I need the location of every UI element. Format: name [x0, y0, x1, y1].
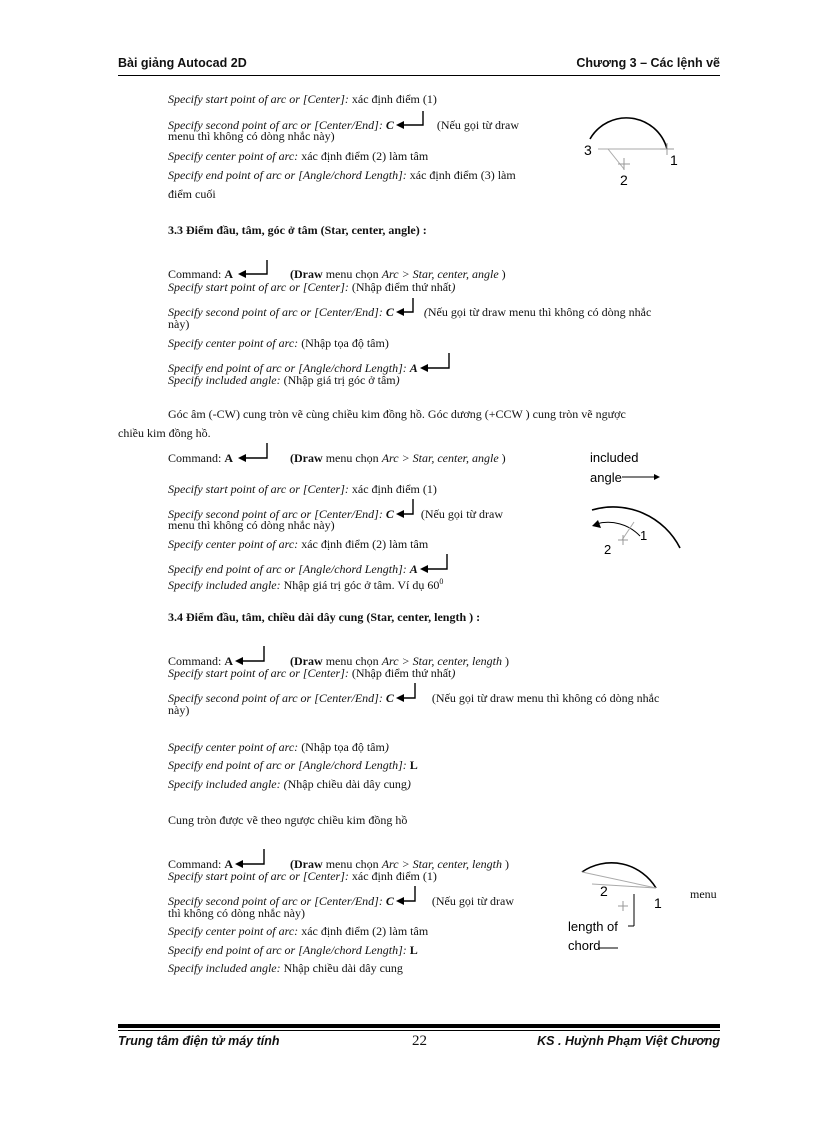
fig3-label-1: 1	[654, 895, 662, 911]
s34-line3: Specify center point of arc: (Nhập tọa độ tâm)	[168, 740, 389, 754]
s34-ex-line4: Specify end point of arc or [Angle/chord Length]: L	[168, 943, 418, 957]
page-footer	[118, 1034, 720, 1052]
s34-ex-line1: Specify start point of arc or [Center]: xác định điểm (1)	[168, 869, 437, 883]
fig3-label-chord: chord	[568, 938, 601, 953]
fig3-label-2: 2	[600, 883, 608, 899]
s33-ex-line5: Specify included angle: Nhập giá trị góc ở tâm. Ví dụ $60^0$	[168, 577, 444, 592]
footer-rule-thin	[118, 1030, 720, 1031]
s33-line2: Specify second point of arc or [Center/End]: C (Nếu gọi từ draw menu thì không có dòng nhắc	[168, 297, 651, 320]
section-3-4-heading: 3.4 Điểm đầu, tâm, chiều dài dây cung (Star, center, length ) :	[168, 610, 481, 624]
fig2-label-2: 2	[604, 542, 612, 557]
page-number: 22	[412, 1033, 427, 1049]
footer-author: KS . Huỳnh Phạm Việt Chương	[537, 1034, 720, 1048]
b1-line3: menu thì không có dòng nhắc này)	[168, 129, 335, 143]
s34-command-line-2: Command: A (Draw menu chọn Arc > Star, center, length )	[168, 849, 509, 872]
header-title: Bài giảng Autocad 2D	[118, 56, 247, 70]
enter-icon	[394, 110, 428, 132]
enter-icon	[394, 297, 418, 319]
arc-figure-start-second-center	[580, 107, 690, 187]
b1-line5: Specify end point of arc or [Angle/chord Length]: xác định điểm (3) làm	[168, 168, 516, 182]
s33-ex-line3: Specify center point of arc: xác định điểm (2) làm tâm	[168, 537, 429, 551]
enter-icon	[236, 443, 272, 465]
s33-command-line-2: Command: A (Draw menu chọn Arc > Star, center, angle )	[168, 443, 506, 466]
s34-paragraph: Cung tròn được vẽ theo ngược chiều kim đồng hồ	[168, 813, 408, 827]
s33-ex-line1: Specify start point of arc or [Center]: xác định điểm (1)	[168, 482, 437, 496]
s34-ex-line3: Specify center point of arc: xác định điểm (2) làm tâm	[168, 924, 429, 938]
b1-line2: Specify second point of arc or [Center/End]: C (Nếu gọi từ draw	[168, 110, 519, 133]
fig2-label-angle: angle	[590, 470, 622, 485]
s34-ex-line5: Specify included angle: Nhập chiều dài dây cung	[168, 961, 403, 975]
footer-organization: Trung tâm điện tử máy tính	[118, 1034, 280, 1048]
s33-ex-line2b: menu thì không có dòng nhắc này)	[168, 518, 335, 532]
s34-line2b: này)	[168, 703, 190, 717]
enter-icon	[394, 499, 418, 521]
header-chapter: Chương 3 – Các lệnh vẽ	[576, 56, 720, 70]
arc-figure-included-angle	[576, 448, 688, 560]
enter-icon	[236, 259, 272, 281]
s34-line2: Specify second point of arc or [Center/End]: C (Nếu gọi từ draw menu thì không có dòng nhắc	[168, 683, 659, 706]
b1-line6: điểm cuối	[168, 187, 216, 201]
s34-line1: Specify start point of arc or [Center]: (Nhập điểm thứ nhất)	[168, 666, 456, 680]
fig2-label-included: included	[590, 450, 639, 465]
enter-icon	[394, 683, 420, 705]
s34-line5: Specify included angle: (Nhập chiều dài dây cung)	[168, 777, 411, 791]
s34-ex-line2b: thì không có dòng nhắc này)	[168, 906, 305, 920]
s34-command-line: Command: A (Draw menu chọn Arc > Star, center, length )	[168, 646, 509, 669]
b1-line4: Specify center point of arc: xác định điểm (2) làm tâm	[168, 149, 429, 163]
fig1-label-3: 3	[584, 142, 592, 158]
fig1-label-2: 2	[620, 172, 628, 187]
s34-line4: Specify end point of arc or [Angle/chord Length]: L	[168, 758, 418, 772]
fig1-label-1: 1	[670, 152, 678, 168]
s33-line3: Specify center point of arc: (Nhập tọa độ tâm)	[168, 336, 389, 350]
enter-icon	[418, 353, 454, 375]
s34-ex-line2: Specify second point of arc or [Center/End]: C (Nếu gọi từ draw	[168, 886, 514, 909]
s33-line2b: này)	[168, 317, 190, 331]
s33-ex-line4: Specify end point of arc or [Angle/chord Length]: A	[168, 554, 452, 577]
s33-ex-line2: Specify second point of arc or [Center/End]: C (Nếu gọi từ draw	[168, 499, 503, 522]
enter-icon	[418, 554, 452, 576]
enter-icon	[394, 886, 420, 908]
s33-line1: Specify start point of arc or [Center]: (Nhập điểm thứ nhất)	[168, 280, 456, 294]
header-rule	[118, 75, 720, 76]
s33-paragraph-cont: chiều kim đồng hồ.	[118, 426, 211, 440]
fig2-label-1: 1	[640, 528, 648, 543]
footer-rule-thick	[118, 1024, 720, 1028]
s33-line4: Specify end point of arc or [Angle/chord Length]: A	[168, 353, 454, 376]
s33-command-line: Command: A (Draw menu chọn Arc > Star, center, angle )	[168, 259, 506, 282]
b1-line1: Specify start point of arc or [Center]: xác định điểm (1)	[168, 92, 437, 106]
page-header	[118, 56, 720, 74]
s33-paragraph: Góc âm (-CW) cung tròn vẽ cùng chiều kim đồng hồ. Góc dương (+CCW ) cung tròn vẽ ngược	[168, 407, 626, 421]
s33-line5: Specify included angle: (Nhập giá trị góc ở tâm)	[168, 373, 400, 387]
s34-ex-line2-menu: menu	[690, 887, 717, 901]
section-3-3-heading: 3.3 Điểm đầu, tâm, góc ở tâm (Star, center, angle) :	[168, 223, 427, 237]
fig3-label-length-of: length of	[568, 919, 618, 934]
arc-figure-length-of-chord	[558, 850, 668, 958]
